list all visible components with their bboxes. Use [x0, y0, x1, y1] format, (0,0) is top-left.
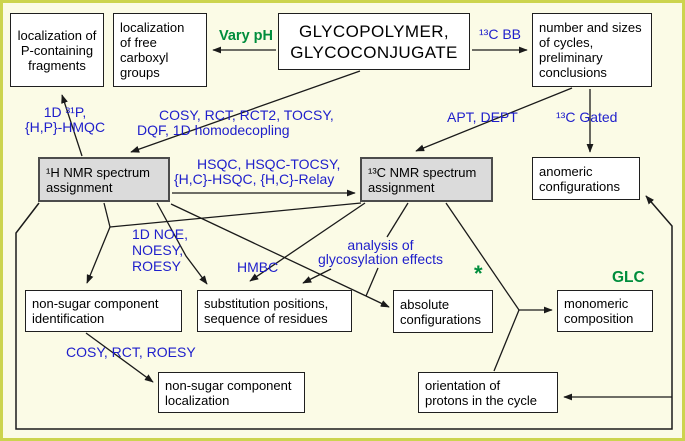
text-line: absolute: [400, 296, 450, 312]
text-line: assignment: [46, 179, 113, 195]
arrow-to-nonsugar-id: [87, 227, 110, 283]
text-line: GLYCOPOLYMER,: [298, 21, 450, 41]
box-free-carboxyl-groups: [113, 13, 207, 87]
text-line: analysis of: [347, 237, 414, 253]
label-31p-hmqc: [20, 105, 110, 135]
arrow-analysis-to-substitution: [303, 269, 331, 283]
text-line: monomeric: [564, 296, 629, 311]
label-asterisk: *: [474, 261, 483, 286]
box-absolute-configurations: [393, 290, 493, 333]
box-anomeric-configurations: [532, 157, 640, 200]
text-line: configurations: [400, 311, 481, 327]
line-c13-to-junction: [110, 203, 361, 227]
text-line: P-containing: [20, 42, 94, 58]
text-line: composition: [564, 311, 634, 326]
text-line: conclusions: [539, 65, 607, 80]
arrow-to-absolute: [366, 296, 389, 307]
box-h1-nmr-assignment: [38, 157, 170, 202]
box-p-containing-fragments: [10, 13, 104, 87]
text-line: non-sugar component: [165, 377, 292, 393]
text-line: identification: [32, 311, 105, 326]
text-line: {H,P}-HMQC: [24, 119, 106, 135]
text-line: of cycles,: [539, 35, 594, 50]
text-line: assignment: [368, 179, 435, 195]
text-line: substitution positions,: [204, 296, 329, 311]
text-line: number and sizes: [539, 20, 642, 35]
box-nonsugar-localization: [158, 372, 305, 413]
text-line: localization: [165, 392, 230, 408]
text-line: ¹H NMR spectrum: [46, 164, 151, 180]
text-line: 1D ³¹P,: [43, 104, 87, 120]
text-line: protons in the cycle: [425, 392, 538, 408]
box-orientation-protons: [418, 372, 558, 413]
line-analysis-to-junction: [366, 268, 378, 296]
label-cosy-rct-roesy: COSY, RCT, ROESY: [66, 344, 196, 360]
line-h1-to-junction: [104, 203, 110, 227]
text-line: preliminary: [539, 50, 603, 65]
label-cosy-rct-line1: COSY, RCT, RCT2, TOCSY,: [159, 107, 334, 123]
box-number-sizes-cycles: [532, 13, 652, 87]
text-line: orientation of: [425, 377, 501, 393]
text-line: fragments: [28, 57, 86, 73]
text-line: glycosylation effects: [317, 251, 444, 267]
label-noe-noesy-roesy: [132, 226, 188, 274]
text-line: of free: [120, 35, 157, 50]
label-glycosylation-analysis: [317, 238, 444, 266]
label-apt-dept: APT, DEPT: [447, 109, 518, 125]
line-orientation-to-junction: [494, 310, 519, 371]
text-line: ¹³C NMR spectrum: [368, 164, 477, 180]
text-line: localization: [120, 20, 185, 35]
line-c13-to-analysis: [387, 203, 408, 237]
label-c13-bb: ¹³C BB: [479, 26, 521, 42]
box-glycopolymer-title: [278, 13, 470, 70]
text-line: GLYCOCONJUGATE: [290, 42, 458, 62]
label-glc: GLC: [612, 269, 645, 286]
text-line: carboxyl: [120, 50, 169, 65]
text-line: localization of: [17, 27, 97, 43]
label-hsqc-line2: {H,C}-HSQC, {H,C}-Relay: [174, 171, 335, 187]
box-substitution-positions: [197, 290, 352, 332]
label-vary-ph: Vary pH: [219, 28, 273, 44]
text-line: groups: [120, 65, 160, 80]
text-line: non-sugar component: [32, 296, 159, 311]
label-c13-gated: ¹³C Gated: [556, 109, 618, 125]
label-cosy-rct-line2: DQF, 1D homodecopling: [137, 122, 290, 138]
text-line: 1D NOE,: [132, 226, 189, 242]
text-line: NOESY,: [132, 242, 184, 258]
text-line: sequence of residues: [204, 311, 328, 326]
text-line: configurations: [539, 178, 620, 194]
label-hmbc: HMBC: [237, 259, 279, 275]
label-hsqc-line1: HSQC, HSQC-TOCSY,: [197, 156, 341, 172]
text-line: anomeric: [539, 163, 593, 179]
box-c13-nmr-assignment: [360, 157, 493, 202]
box-nonsugar-identification: [25, 290, 182, 332]
text-line: ROESY: [132, 258, 182, 274]
box-monomeric-composition: [557, 290, 653, 332]
